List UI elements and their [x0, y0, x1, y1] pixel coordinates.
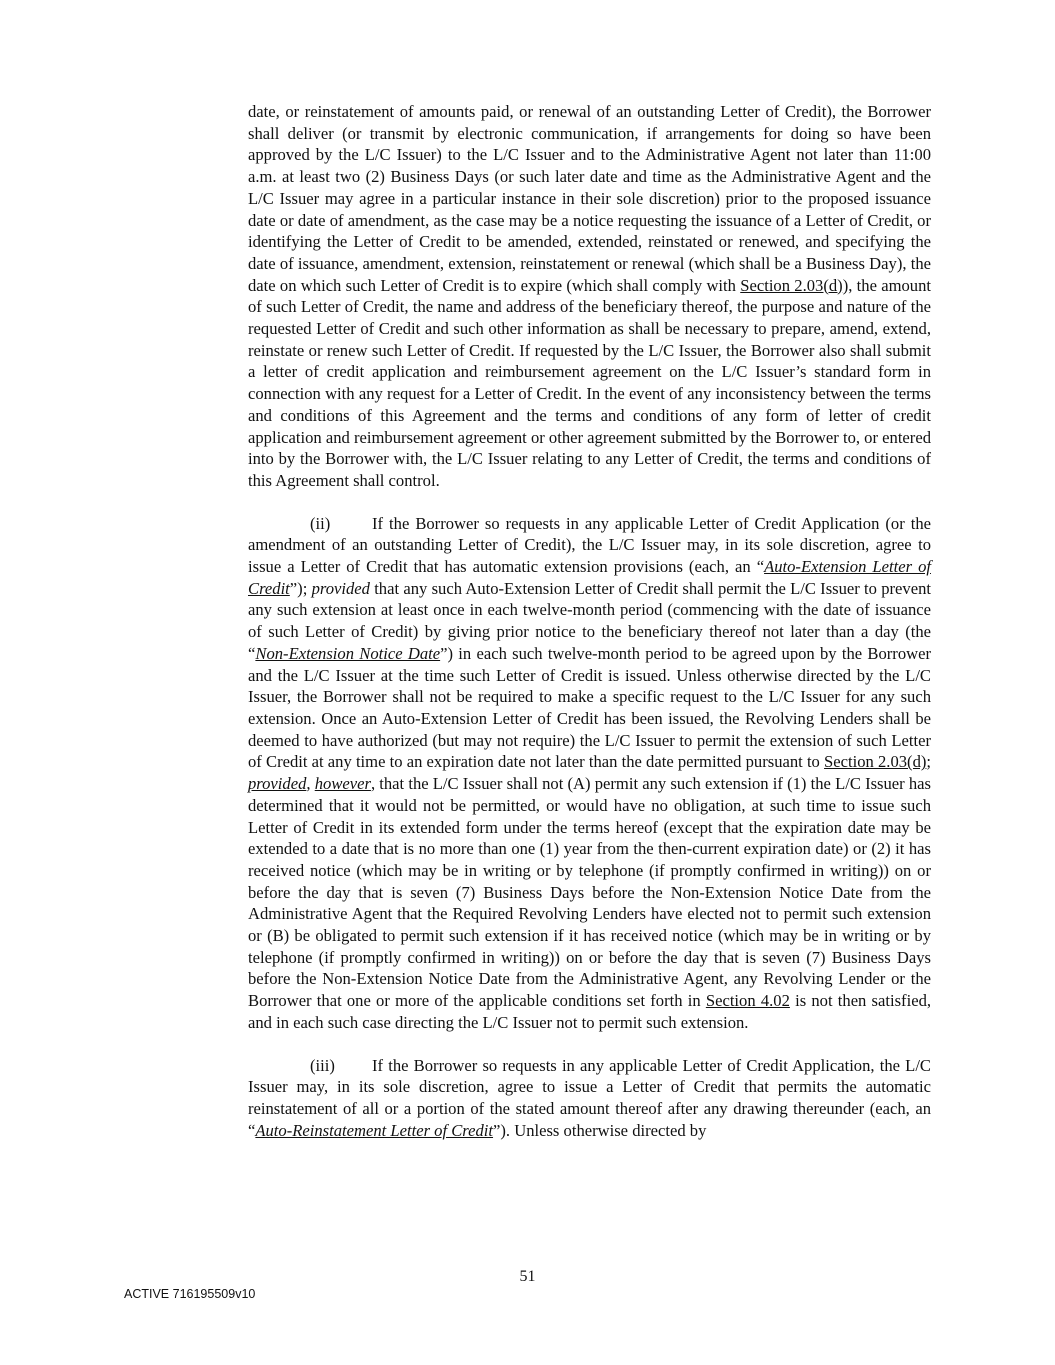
document-footer-id: ACTIVE 716195509v10 [124, 1287, 256, 1301]
section-reference: Section 2.03(d) [824, 752, 927, 772]
text-run: , [306, 774, 315, 794]
paragraph-ii [248, 513, 931, 1034]
text-run: ; [926, 752, 932, 772]
text-run: ”); [289, 578, 312, 598]
document-body [248, 101, 931, 1141]
clause-number: (ii) [310, 513, 331, 533]
defined-term: Auto-Extension Letter of Credit [248, 557, 931, 598]
page-number: 51 [519, 1268, 536, 1285]
proviso-term: provided [248, 774, 307, 794]
text-run: that any such Auto-Extension Letter of Credit shall permit the L/C Issuer to prevent any such extension at least once in each twelve-month period (commencing with the date of issuance of such Letter of Credit) by giving prior notice to the beneficiary thereof not later than a day (the “ [248, 578, 931, 663]
text-run: is not then satisfied, and in each such case directing the L/C Issuer not to permit such extension. [248, 991, 932, 1032]
paragraph-continuation [248, 101, 931, 492]
proviso-term: however [314, 774, 371, 794]
defined-term: Non-Extension Notice Date [255, 643, 441, 663]
section-reference: Section 2.03(d) [740, 275, 843, 295]
section-reference: Section 4.02 [705, 991, 790, 1011]
paragraph-iii [248, 1055, 931, 1142]
text-run: ”) in each such twelve-month period to be agreed upon by the Borrower and the L/C Issuer at the time such Letter of Credit is issued. Unless otherwise directed by the L/C Issuer, the Borrower shall not be required to make a specific request to the L/C Issuer for any such extension. Once an Auto-Extension Letter of Credit has been issued, the Revolving Lenders shall be deemed to have authorized (but may not require) the L/C Issuer to permit the extension of such Letter of Credit at any time to an expiration date not later than the date permitted pursuant to [248, 643, 931, 772]
text-run: date, or reinstatement of amounts paid, or renewal of an outstanding Letter of Credit), the Borrower shall deliver (or transmit by electronic communication, if arrangements for doing so have been approved by the L/C Issuer) to the L/C Issuer and to the Administrative Agent not later than 11:00 a.m. at least two (2) Business Days (or such later date and time as the Administrative Agent and the L/C Issuer may agree in a particular instance in their sole discretion) prior to the proposed issuance date or date of amendment, as the case may be a notice requesting the issuance of a Letter of Credit, or identifying the Letter of Credit to be amended, extended, reinstated or renewed, and specifying the date of issuance, amendment, extension, reinstatement or renewal (which shall be a Business Day), the date on which such Letter of Credit is to expire (which shall comply with [248, 102, 931, 295]
proviso-term: provided [311, 578, 370, 598]
text-run: If the Borrower so requests in any applicable Letter of Credit Application (or the amendment of an outstanding Letter of Credit), the L/C Issuer may, in its sole discretion, agree to issue a Letter of Credit that has automatic extension provisions (each, an “ [248, 513, 931, 577]
text-run: If the Borrower so requests in any applicable Letter of Credit Application, the L/C Issuer may, in its sole discretion, agree to issue a Letter of Credit that permits the automatic reinstatement of all or a portion of the stated amount thereof after any drawing thereunder (each, an “ [248, 1055, 931, 1140]
text-run: , that the L/C Issuer shall not (A) permit any such extension if (1) the L/C Issuer has determined that it would not be permitted, or would have no obligation, at such time to issue such Letter of Credit in its extended form under the terms hereof (except that the expiration date may be extended to a date that is no more than one (1) year from the then-current expiration date) or (2) it has received notice (which may be in writing or by telephone (if promptly confirmed in writing)) on or before the day that is seven (7) Business Days before the Non-Extension Notice Date from the Administrative Agent that the Required Revolving Lenders have elected not to permit such extension or (B) be obligated to permit such extension if it has received notice (which may be in writing or by telephone (if promptly confirmed in writing)) on or before the day that is seven (7) Business Days before the Non-Extension Notice Date from the Administrative Agent, any Revolving Lender or the Borrower that one or more of the applicable conditions set forth in [248, 774, 931, 1011]
defined-term: Auto-Reinstatement Letter of Credit [255, 1120, 494, 1140]
text-run: ”). Unless otherwise directed by [493, 1120, 707, 1140]
text-run: ), the amount of such Letter of Credit, the name and address of the beneficiary thereof, the purpose and nature of the requested Letter of Credit and such other information as shall be necessary to prepare, amend, extend, reinstate or renew such Letter of Credit. If requested by the L/C Issuer, the Borrower also shall submit a letter of credit application and reimbursement agreement on the L/C Issuer’s standard form in connection with any request for a Letter of Credit. In the event of any inconsistency between the terms and conditions of this Agreement and the terms and conditions of any form of letter of credit application and reimbursement agreement or other agreement submitted by the Borrower to, or entered into by the Borrower with, the L/C Issuer relating to any Letter of Credit, the terms and conditions of this Agreement shall control. [248, 275, 931, 490]
clause-number: (iii) [310, 1055, 335, 1075]
